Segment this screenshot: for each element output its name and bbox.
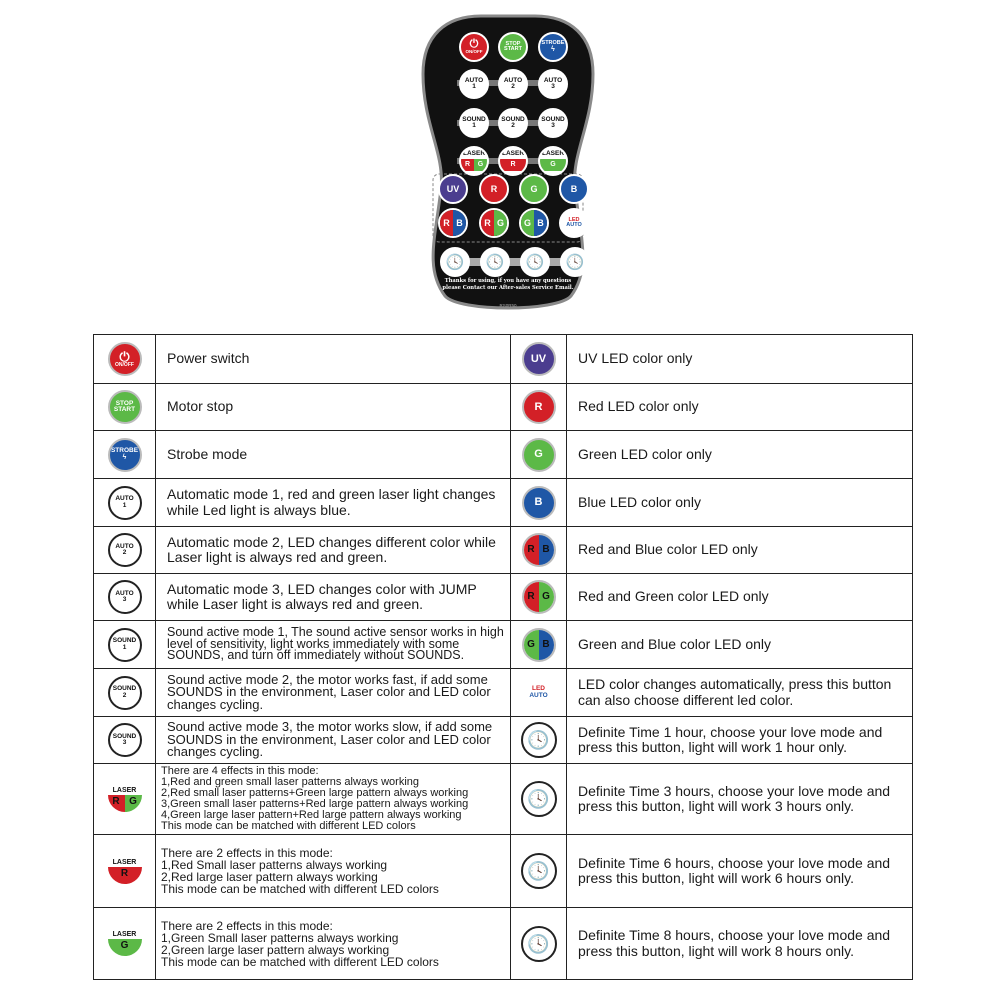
- bolt-icon: ϟ: [551, 46, 555, 54]
- remote-green-blue-button[interactable]: G B: [519, 208, 549, 238]
- row-description-right: LED color changes automatically, press this button can also choose different led color.: [567, 669, 913, 717]
- remote-green-button[interactable]: G: [519, 174, 549, 204]
- clock-icon: 🕓: [525, 253, 545, 271]
- remote-timer-6h-button[interactable]: [520, 247, 550, 277]
- remote-laser-g-button[interactable]: LASER G: [538, 146, 568, 176]
- red-green-icon: R G: [522, 580, 556, 614]
- strobe-icon: STROBE ϟ: [108, 438, 142, 472]
- row-description-right: Definite Time 8 hours, choose your love mode and press this button, light will work 8 hours only.: [567, 908, 913, 980]
- row-description-left: Automatic mode 3, LED changes color with JUMP while Laser light is always red and green.: [156, 574, 511, 621]
- row-description-left: Sound active mode 1, The sound active sensor works in high level of sensitivity, light works immediately with some SOUNDS, and turn off immediately without SOUNDS.: [156, 621, 511, 669]
- row-description-left: Sound active mode 3, the motor works slow, if add some SOUNDS in the environment, Laser color and LED color changes cycling.: [156, 717, 511, 764]
- row-description-right: Green LED color only: [567, 431, 913, 479]
- row-description-right: Definite Time 1 hour, choose your love mode and press this button, light will work 1 hour only.: [567, 717, 913, 764]
- row-description-right: Red and Green color LED only: [567, 574, 913, 621]
- remote-control: [421, 14, 595, 314]
- timer-3h-icon: 🕓: [521, 781, 557, 817]
- button-legend-table: [93, 334, 913, 980]
- blue-icon: B: [522, 486, 556, 520]
- laser-r-icon: LASER R: [108, 859, 142, 884]
- row-description-right: Blue LED color only: [567, 479, 913, 527]
- sound-1-icon: SOUND 1: [108, 628, 142, 662]
- row-description-right: UV LED color only: [567, 335, 913, 384]
- sound-2-icon: SOUND 2: [108, 676, 142, 710]
- table-row: [94, 479, 913, 527]
- led-auto-icon: LED AUTO: [522, 676, 556, 710]
- sound-3-icon: SOUND 3: [108, 723, 142, 757]
- green-icon: G: [522, 438, 556, 472]
- remote-red-green-button[interactable]: R G: [479, 208, 509, 238]
- laser-g-icon: LASER G: [108, 931, 142, 956]
- table-row: [94, 908, 913, 980]
- table-row: [94, 335, 913, 384]
- power-symbol-icon: ⏻: [469, 38, 479, 51]
- remote-red-blue-button[interactable]: R B: [438, 208, 468, 238]
- remote-strobe-button[interactable]: STROBE ϟ: [538, 32, 568, 62]
- row-description-left: There are 2 effects in this mode: 1,Green Small laser patterns always working 2,Green large laser pattern always working This mode can be matched with different LED colors: [156, 908, 511, 980]
- remote-sound-1-button[interactable]: SOUND 1: [459, 108, 489, 138]
- table-row: [94, 621, 913, 669]
- row-description-left: Sound active mode 2, the motor works fast, if add some SOUNDS in the environment, Laser color and LED color changes cycling.: [156, 669, 511, 717]
- remote-uv-button[interactable]: UV: [438, 174, 468, 204]
- table-row: [94, 835, 913, 908]
- row-description-right: Green and Blue color LED only: [567, 621, 913, 669]
- remote-stop-start-button[interactable]: STOP START: [498, 32, 528, 62]
- table-row: [94, 764, 913, 835]
- red-blue-icon: R B: [522, 533, 556, 567]
- row-description-right: Red LED color only: [567, 384, 913, 431]
- remote-auto-2-button[interactable]: AUTO 2: [498, 69, 528, 99]
- row-description-left: There are 2 effects in this mode: 1,Red Small laser patterns always working 2,Red large laser pattern always working This mode can be matched with different LED colors: [156, 835, 511, 908]
- remote-sound-2-button[interactable]: SOUND 2: [498, 108, 528, 138]
- remote-laser-rg-button[interactable]: LASER R G: [459, 146, 489, 176]
- auto-3-icon: AUTO 3: [108, 580, 142, 614]
- remote-blue-button[interactable]: B: [559, 174, 589, 204]
- uv-icon: UV: [522, 342, 556, 376]
- row-description-left: Automatic mode 2, LED changes different color while Laser light is always red and green.: [156, 527, 511, 574]
- timer-8h-icon: 🕓: [521, 926, 557, 962]
- table-row: [94, 431, 913, 479]
- red-icon: R: [522, 390, 556, 424]
- row-description-left: Motor stop: [156, 384, 511, 431]
- row-description-left: Power switch: [156, 335, 511, 384]
- remote-laser-r-button[interactable]: LASER R: [498, 146, 528, 176]
- remote-sound-3-button[interactable]: SOUND 3: [538, 108, 568, 138]
- row-description-right: Red and Blue color LED only: [567, 527, 913, 574]
- table-row: [94, 717, 913, 764]
- power-icon: ⏻ ON/OFF: [108, 342, 142, 376]
- table-row: [94, 669, 913, 717]
- remote-led-auto-button[interactable]: LED AUTO: [559, 208, 589, 238]
- remote-timer-1h-button[interactable]: [440, 247, 470, 277]
- row-description-right: Definite Time 3 hours, choose your love mode and press this button, light will work 3 hours only.: [567, 764, 913, 835]
- table-row: [94, 574, 913, 621]
- remote-auto-3-button[interactable]: AUTO 3: [538, 69, 568, 99]
- timer-1h-icon: 🕓: [521, 722, 557, 758]
- row-description-right: Definite Time 6 hours, choose your love mode and press this button, light will work 6 hours only.: [567, 835, 913, 908]
- auto-2-icon: AUTO 2: [108, 533, 142, 567]
- remote-model-number: RS0R50: [499, 303, 517, 308]
- auto-1-icon: AUTO 1: [108, 486, 142, 520]
- remote-timer-3h-button[interactable]: [480, 247, 510, 277]
- remote-power-button[interactable]: ⏻ ON/OFF: [459, 32, 489, 62]
- table-row: [94, 527, 913, 574]
- stop-start-icon: STOP START: [108, 390, 142, 424]
- laser-rg-icon: LASER R G: [108, 787, 142, 812]
- row-description-left: Automatic mode 1, red and green laser light changes while Led light is always blue.: [156, 479, 511, 527]
- table-row: [94, 384, 913, 431]
- remote-thanks-text: Thanks for using, if you have any questions please Contact our After-sales Service Email.: [442, 278, 574, 292]
- clock-icon: 🕓: [485, 253, 505, 271]
- green-blue-icon: G B: [522, 628, 556, 662]
- row-description-left: Strobe mode: [156, 431, 511, 479]
- clock-icon: 🕓: [445, 253, 465, 271]
- remote-auto-1-button[interactable]: AUTO 1: [459, 69, 489, 99]
- clock-icon: 🕓: [565, 253, 585, 271]
- remote-red-button[interactable]: R: [479, 174, 509, 204]
- timer-6h-icon: 🕓: [521, 853, 557, 889]
- remote-timer-8h-button[interactable]: [560, 247, 590, 277]
- row-description-left: There are 4 effects in this mode: 1,Red and green small laser patterns always working 2,Red small laser patterns+Green large pattern always working 3,Green small laser patterns+Red large pattern always working 4,Green large laser pattern+Red large pattern always working This mode can be matched with different LED colors: [156, 764, 511, 835]
